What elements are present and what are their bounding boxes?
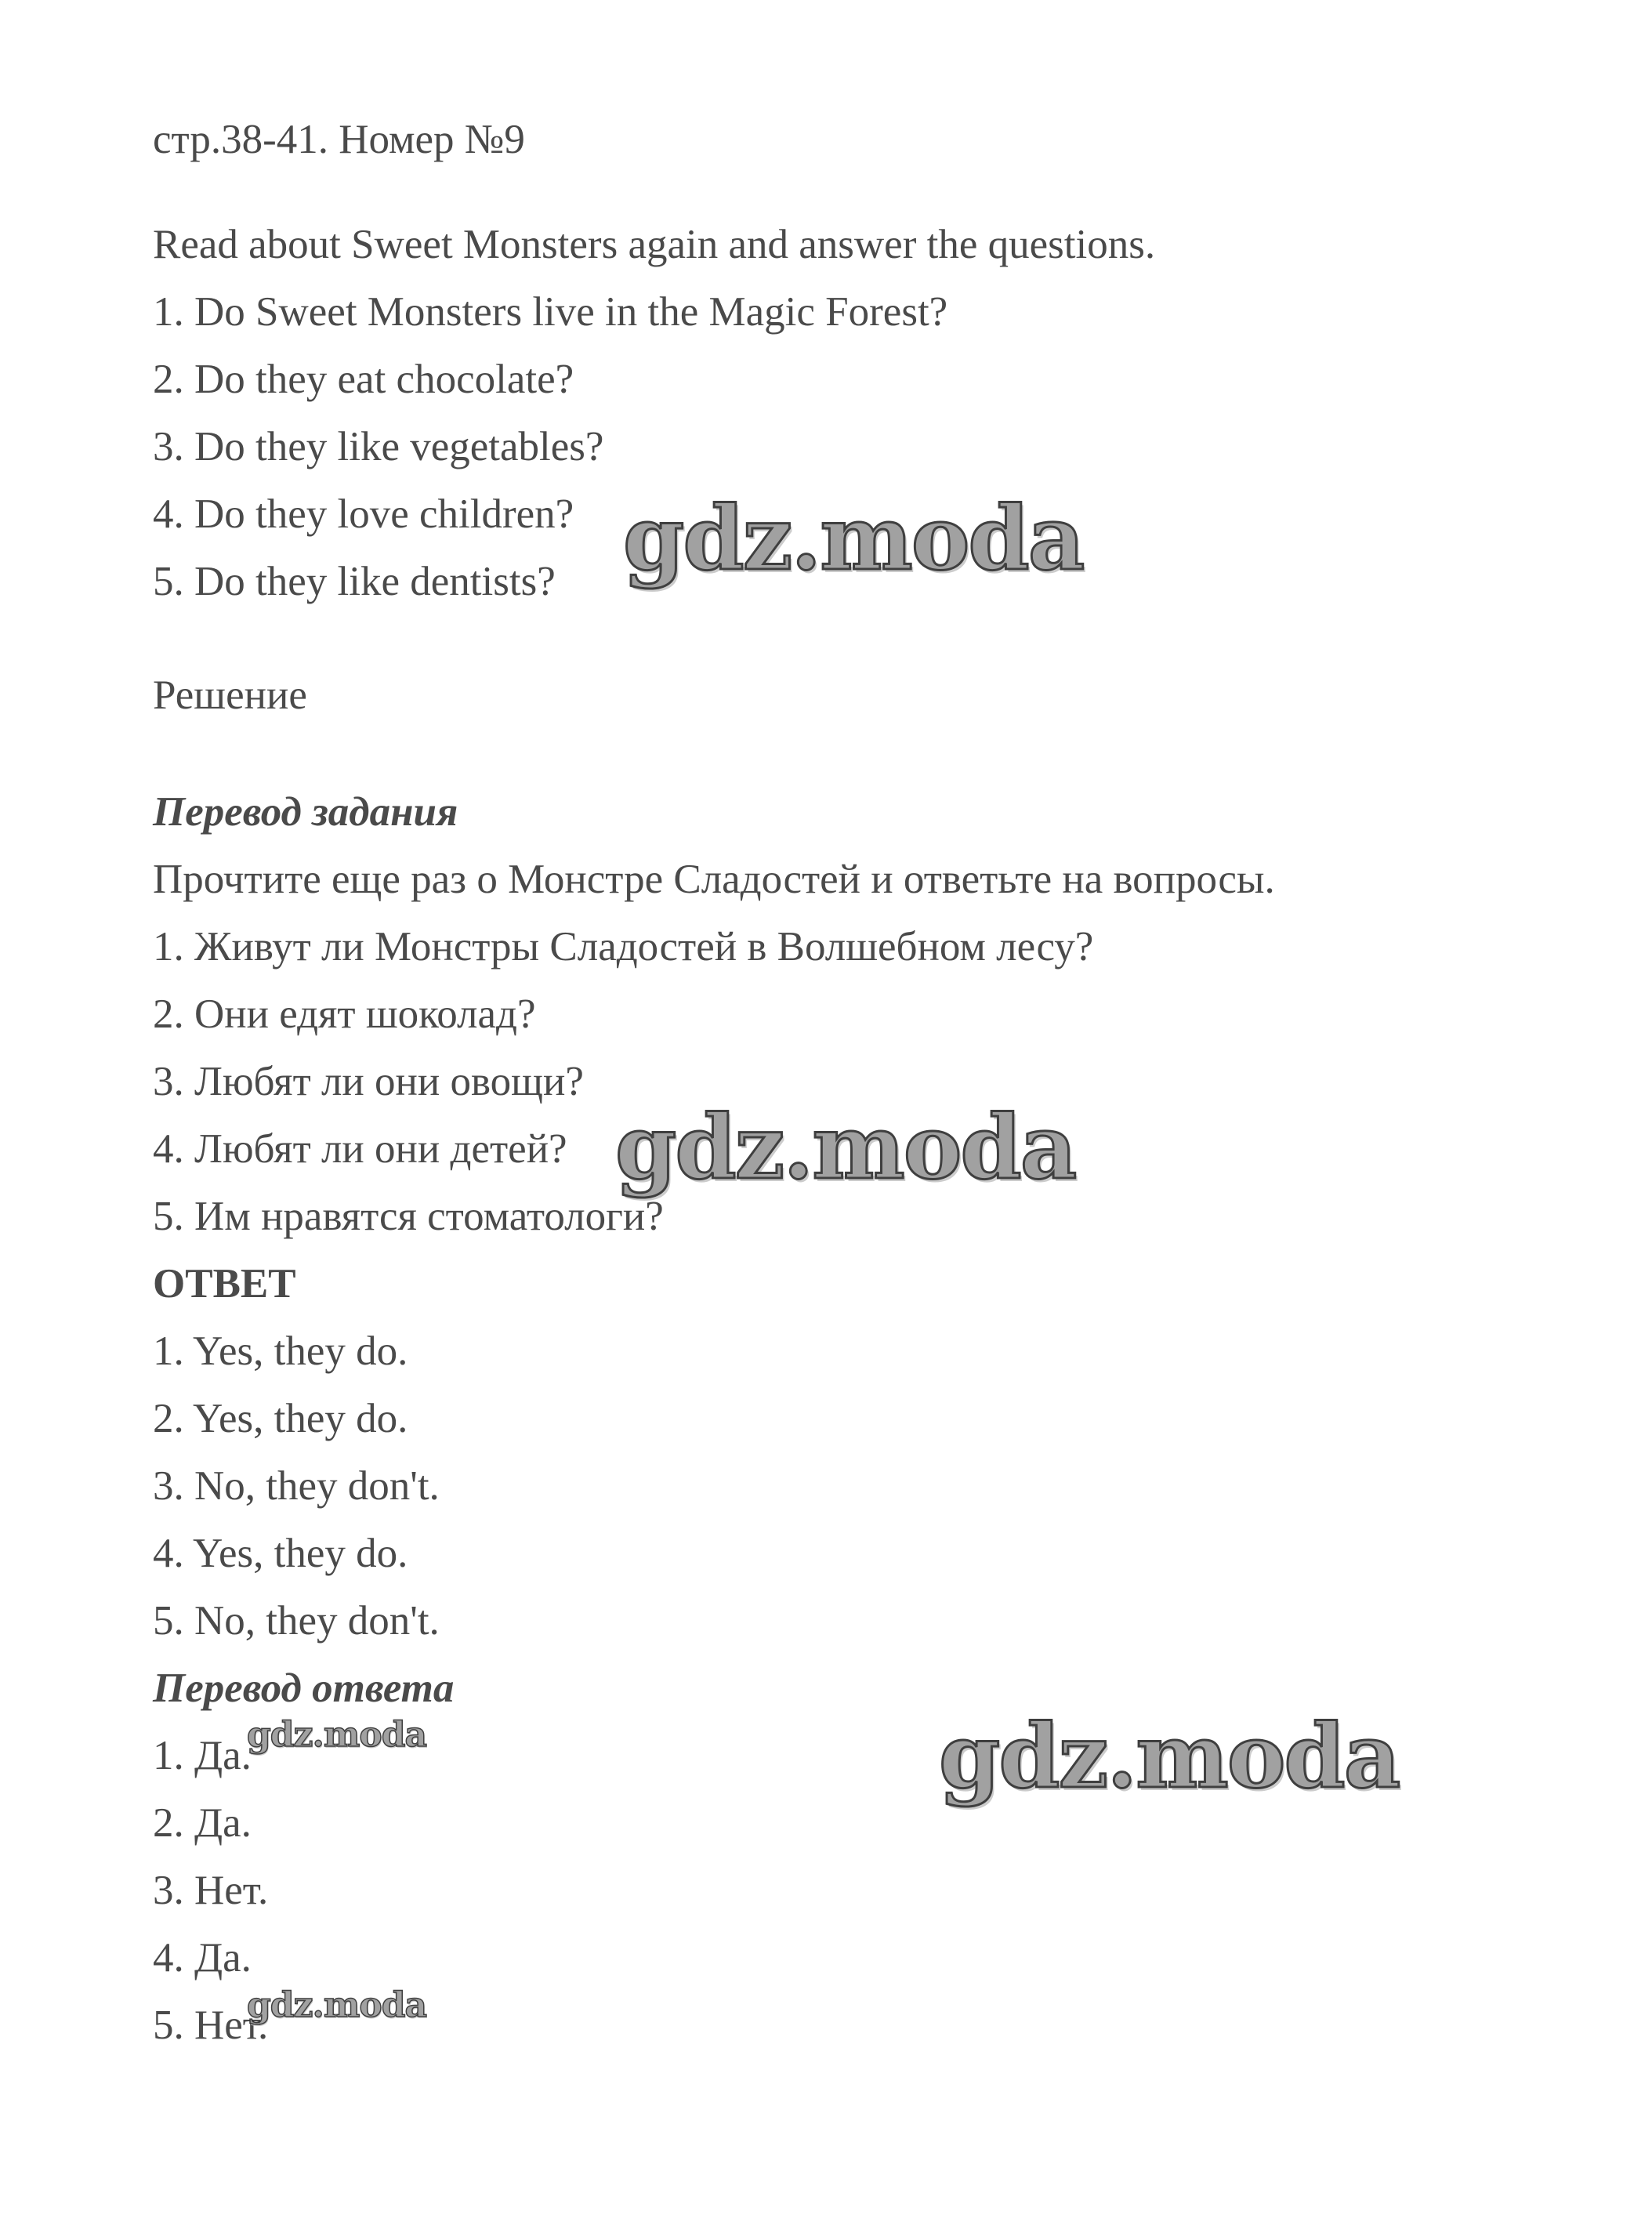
answer-5: 5. No, they don't. [153, 1598, 440, 1644]
watermark-logo: gdz.moda [247, 1715, 427, 1755]
answer-translation-heading: Перевод ответа [153, 1665, 455, 1711]
translation-question-3: 3. Любят ли они овощи? [153, 1059, 584, 1104]
question-3: 3. Do they like vegetables? [153, 424, 604, 469]
question-5: 5. Do they like dentists? [153, 559, 556, 604]
answer-2: 2. Yes, they do. [153, 1396, 408, 1441]
answer-translation-5: 5. Нет. [153, 2002, 269, 2048]
watermark-logo: gdz.moda [939, 1705, 1400, 1808]
answer-translation-4: 4. Да. [153, 1935, 252, 1981]
watermark-logo: gdz.moda [247, 1985, 427, 2025]
task-instruction: Read about Sweet Monsters again and answer the questions. [153, 222, 1156, 267]
answer-translation-1: 1. Да. [153, 1733, 252, 1778]
question-4: 4. Do they love children? [153, 491, 574, 537]
answer-3: 3. No, they don't. [153, 1463, 440, 1509]
question-1: 1. Do Sweet Monsters live in the Magic Forest? [153, 289, 948, 335]
translation-question-2: 2. Они едят шоколад? [153, 991, 536, 1037]
translation-heading: Перевод задания [153, 789, 458, 835]
question-2: 2. Do they eat chocolate? [153, 357, 574, 402]
translation-question-1: 1. Живут ли Монстры Сладостей в Волшебном лесу? [153, 924, 1094, 970]
solution-heading: Решение [153, 672, 307, 718]
watermark-logo: gdz.moda [615, 1096, 1076, 1199]
page-title: стр.38-41. Номер №9 [153, 117, 525, 162]
answer-heading: ОТВЕТ [153, 1261, 296, 1307]
answer-translation-2: 2. Да. [153, 1800, 252, 1846]
answer-4: 4. Yes, they do. [153, 1531, 408, 1576]
translation-question-4: 4. Любят ли они детей? [153, 1126, 567, 1172]
answer-1: 1. Yes, they do. [153, 1328, 408, 1374]
translation-question-5: 5. Им нравятся стоматологи? [153, 1194, 664, 1239]
translation-instruction: Прочтите еще раз о Монстре Сладостей и ответьте на вопросы. [153, 857, 1275, 902]
watermark-logo: gdz.moda [623, 487, 1084, 590]
answer-translation-3: 3. Нет. [153, 1868, 269, 1913]
